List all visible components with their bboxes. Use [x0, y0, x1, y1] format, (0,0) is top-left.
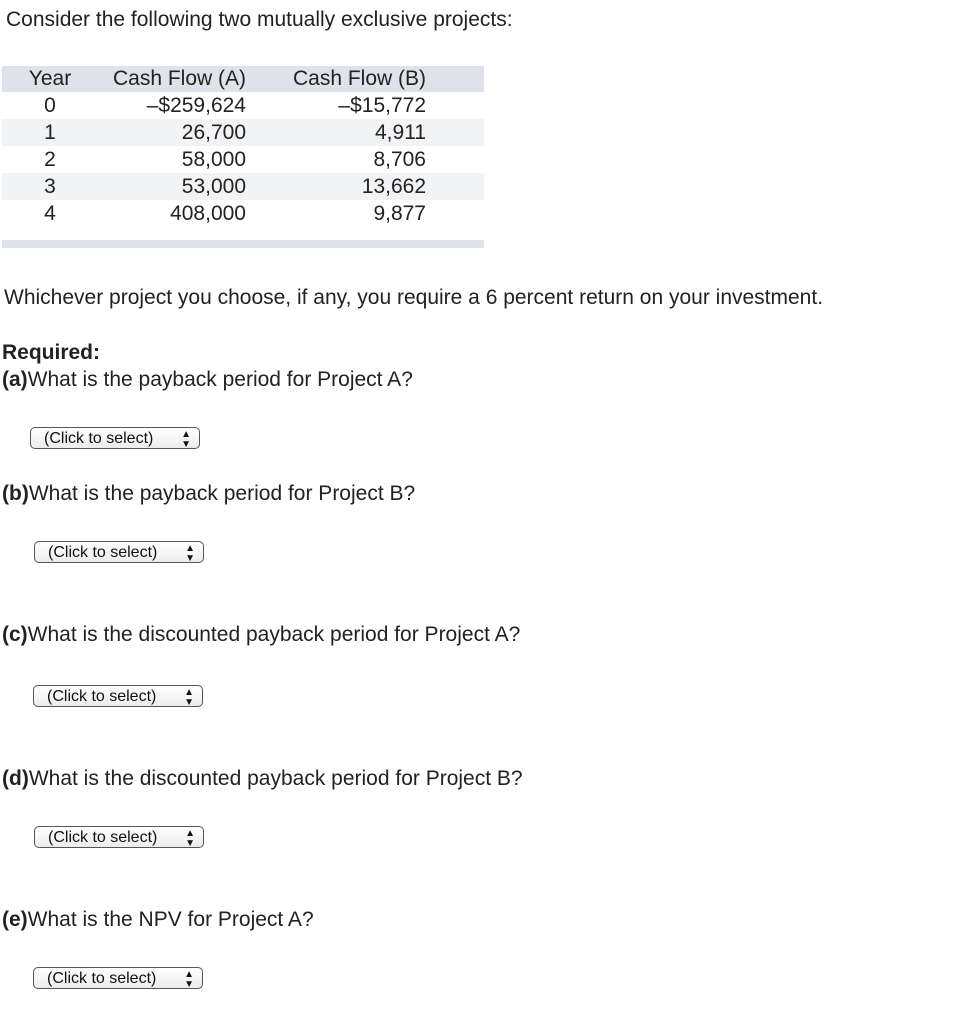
- cell-cash-flow-a: 408,000: [170, 202, 246, 225]
- cell-cash-flow-a: 26,700: [98, 119, 246, 146]
- cell-year: 2: [44, 148, 56, 171]
- updown-arrow-icon: ▲ ▼: [185, 543, 195, 564]
- question-tag: (c): [2, 623, 28, 646]
- answer-select-d[interactable]: [34, 826, 204, 848]
- cell-cash-flow-b: 9,877: [373, 202, 426, 225]
- cell-cash-flow-a: 58,000: [181, 148, 246, 171]
- cell-cash-flow-b: –$15,772: [338, 94, 426, 117]
- cell-cash-flow-b: 13,662: [246, 173, 426, 200]
- question-text: What is the discounted payback period for Project A?: [27, 623, 521, 646]
- cell-cash-flow-a: 53,000: [98, 173, 246, 200]
- cell-cash-flow-a: –$259,624: [146, 94, 246, 117]
- table-footer-bar: [2, 240, 484, 248]
- question-text: What is the discounted payback period for Project B?: [28, 767, 523, 790]
- question-tag: (d): [2, 767, 29, 790]
- cell-year: 1: [2, 119, 98, 146]
- question-tag: (e): [2, 908, 28, 931]
- required-label: Required:: [2, 341, 101, 364]
- table-row: [2, 119, 484, 146]
- header-cash-flow-a: Cash Flow (A): [98, 66, 246, 92]
- answer-select-b[interactable]: [34, 541, 204, 563]
- table-row: [2, 146, 484, 173]
- select-value: (Click to select): [48, 829, 158, 846]
- question-d: [2, 767, 523, 791]
- question-text: What is the payback period for Project B?: [28, 482, 416, 505]
- answer-select-e[interactable]: [33, 967, 203, 989]
- table-row: [2, 200, 484, 227]
- requirement-text: Whichever project you choose, if any, you require a 6 percent return on your investment.: [4, 286, 824, 309]
- question-a: [2, 368, 413, 392]
- select-value: (Click to select): [48, 544, 158, 561]
- table-row: [2, 173, 484, 200]
- updown-arrow-icon: ▲ ▼: [181, 429, 191, 450]
- cell-year: 3: [2, 173, 98, 200]
- question-text: What is the NPV for Project A?: [27, 908, 314, 931]
- select-value: (Click to select): [47, 970, 157, 987]
- answer-select-c[interactable]: [33, 685, 203, 707]
- header-year: Year: [2, 66, 98, 92]
- answer-select-a[interactable]: [30, 427, 200, 449]
- table-header-row: [2, 66, 484, 92]
- question-c: [2, 623, 520, 647]
- select-value: (Click to select): [44, 430, 154, 447]
- cell-cash-flow-b: 8,706: [373, 148, 426, 171]
- question-b: [2, 482, 415, 506]
- question-tag: (b): [2, 482, 29, 505]
- cell-year: 0: [44, 94, 56, 117]
- updown-arrow-icon: ▲ ▼: [184, 969, 194, 990]
- cell-cash-flow-b: 4,911: [246, 119, 426, 146]
- cash-flow-table: [2, 66, 484, 227]
- table-row: [2, 92, 484, 119]
- updown-arrow-icon: ▲ ▼: [185, 828, 195, 849]
- question-text: What is the payback period for Project A?: [27, 368, 413, 391]
- updown-arrow-icon: ▲ ▼: [184, 687, 194, 708]
- select-value: (Click to select): [47, 688, 157, 705]
- intro-text: Consider the following two mutually exclusive projects:: [6, 8, 513, 31]
- cell-year: 4: [44, 202, 56, 225]
- header-cash-flow-b: Cash Flow (B): [246, 66, 426, 92]
- question-e: [2, 908, 314, 932]
- question-tag: (a): [2, 368, 28, 391]
